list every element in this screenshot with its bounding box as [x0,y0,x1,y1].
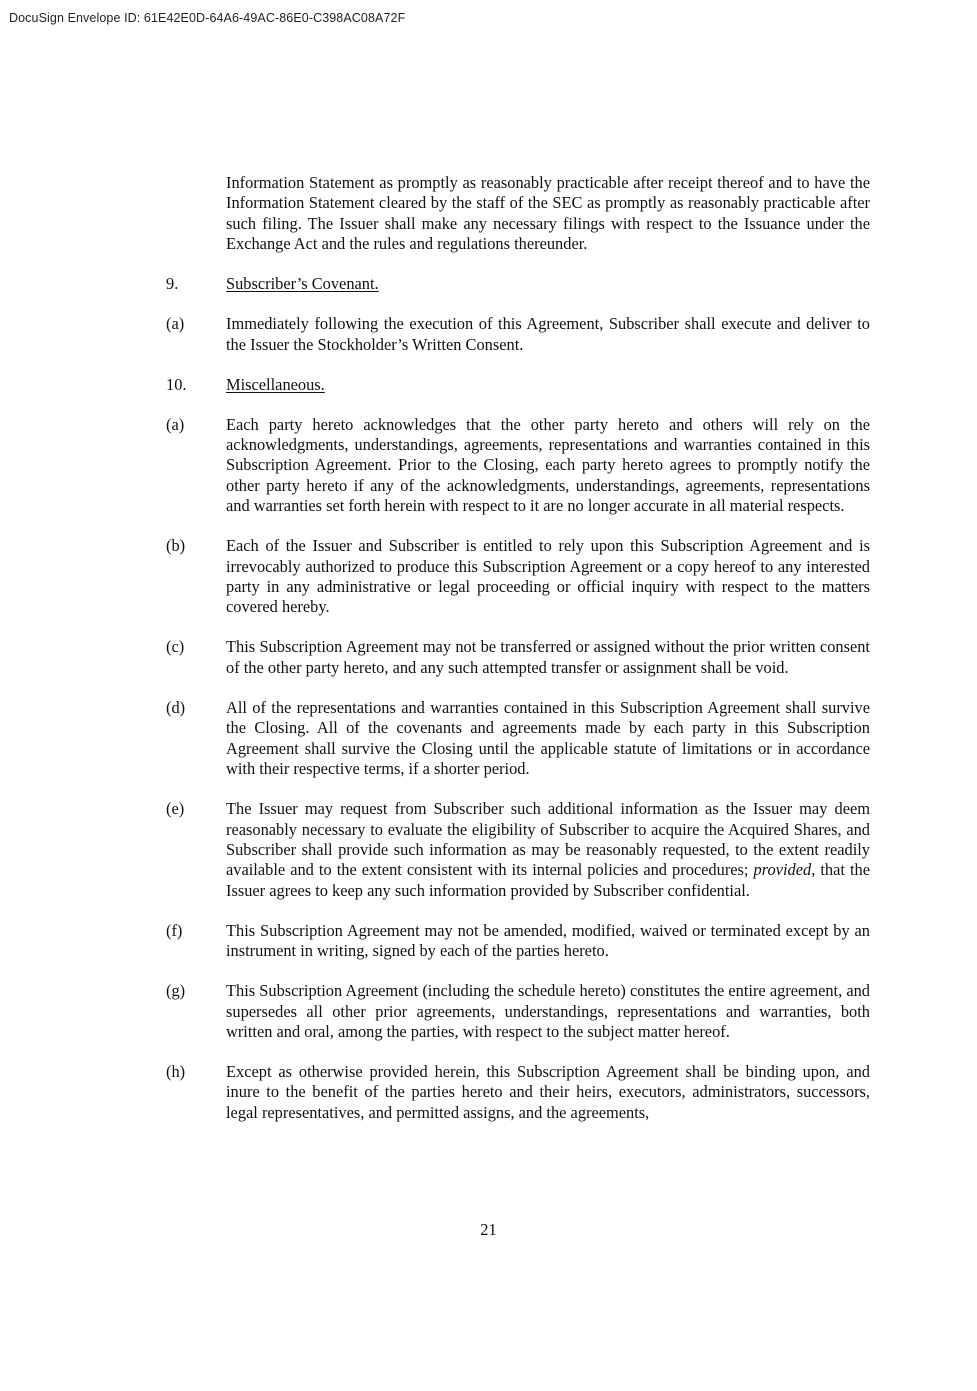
clause-text: Each of the Issuer and Subscriber is entitled to rely upon this Subscription Agreement and is irrevocably authorized to produce this Subscription Agreement or a copy hereof to any interested party in any administrative or legal proceeding or official inquiry with respect to the matters covered hereby. [226,536,870,617]
clause-label: (a) [166,314,185,334]
clause-label: (f) [166,920,183,940]
clause-9a [166,314,870,355]
clause-text-italic: provided [753,860,812,880]
clause-10g [166,981,870,1042]
section-number: 10. [166,374,187,394]
clause-text: This Subscription Agreement may not be amended, modified, waived or terminated except by an instrument in writing, signed by each of the parties hereto. [226,920,870,961]
clause-label: (g) [166,981,186,1001]
section-heading-10 [166,375,870,395]
section-title: Miscellaneous. [226,374,325,394]
clause-text: Each party hereto acknowledges that the other party hereto and others will rely on the acknowledgments, understandings, agreements, representations and warranties contained in this Subscription Agreement. Prior to the Closing, each party hereto agrees to promptly notify the other party hereto if any of the acknowledgments, understandings, agreements, representations and warranties set forth herein with respect to it are no longer accurate in all material respects. [226,414,870,516]
clause-10a [166,415,870,517]
clause-label: (h) [166,1061,186,1081]
clause-label: (c) [166,637,185,657]
clause-10c [166,637,870,678]
clause-text: This Subscription Agreement (including the schedule hereto) constitutes the entire agreement, and supersedes all other prior agreements, understandings, representations and warranties, both written and oral, among the parties, with respect to the subject matter hereof. [226,981,870,1041]
clause-10d [166,698,870,780]
clause-text: Except as otherwise provided herein, this Subscription Agreement shall be binding upon, and inure to the benefit of the parties hereto and their heirs, executors, administrators, successors, legal representatives, and permitted assigns, and the agreements, [226,1061,870,1122]
clause-text: This Subscription Agreement may not be transferred or assigned without the prior written consent of the other party hereto, and any such attempted transfer or assignment shall be void. [226,637,870,677]
clause-label: (d) [166,697,186,717]
clause-text-part: The Issuer may request from Subscriber such additional information as the Issuer may deem reasonably necessary to evaluate the eligibility of Subscriber to acquire the Acquired Shares, and Subscriber shall provide such information as may be reasonably requested, to the extent readily available and to the extent consistent with its internal policies and procedures; [226,799,870,880]
document-body [166,173,870,1143]
section-number: 9. [166,274,179,294]
clause-text: Immediately following the execution of this Agreement, Subscriber shall execute and deliver to the Issuer the Stockholder’s Written Consent. [226,314,870,354]
clause-text-part: , that the Issuer agrees to keep any such information provided by Subscriber confidential. [226,860,870,900]
section-heading-9 [166,274,870,294]
continuation-paragraph: Information Statement as promptly as reasonably practicable after receipt thereof and to have the Information Statement cleared by the staff of the SEC as promptly as reasonably practicable after such filing. The Issuer shall make any necessary filings with respect to the Issuance under the Exchange Act and the rules and regulations thereunder. [226,173,870,254]
clause-10h [166,1062,870,1123]
clause-10b [166,536,870,618]
clause-10f [166,921,870,962]
docusign-envelope-id: DocuSign Envelope ID: 61E42E0D-64A6-49AC-86E0-C398AC08A72F [9,11,406,25]
clause-label: (b) [166,536,186,556]
clause-10e [166,799,870,901]
clause-text: All of the representations and warranties contained in this Subscription Agreement shall survive the Closing. All of the covenants and agreements made by each party in this Subscription Agreement shall survive the Closing until the applicable statute of limitations or in accordance with their respective terms, if a shorter period. [226,697,870,779]
section-title: Subscriber’s Covenant. [226,274,379,294]
clause-label: (e) [166,799,185,819]
clause-label: (a) [166,414,185,434]
clause-text [226,799,870,901]
page-number: 21 [480,1220,497,1239]
